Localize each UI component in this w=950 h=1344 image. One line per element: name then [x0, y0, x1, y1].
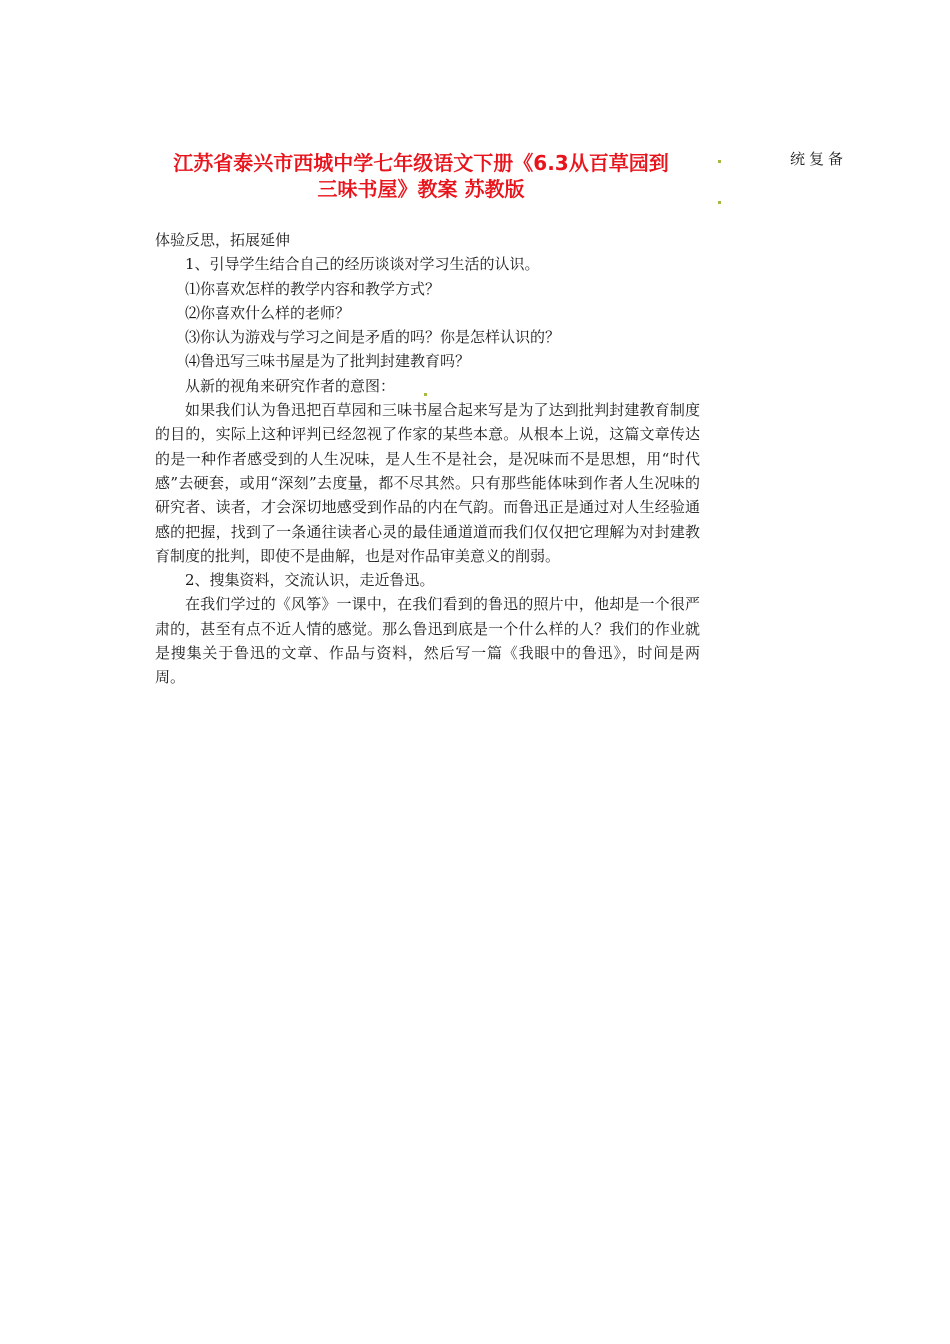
speck-mark — [718, 201, 721, 204]
paragraph-2: 在我们学过的《风筝》一课中，在我们看到的鲁迅的照片中，他却是一个很严肃的，甚至有点不近人情的感觉。那么鲁迅到底是一个什么样的人？我们的作业就是搜集关于鲁迅的文章、作品与资料，然后写一篇《我眼中的鲁迅》，时间是两周。 — [155, 595, 700, 687]
paragraph-1: 如果我们认为鲁迅把百草园和三味书屋合起来写是为了达到批判封建教育制度的目的，实际上这种评判已经忽视了作家的某些本意。从根本上说，这篇文章传达的是一种作者感受到的人生况味，是人生不是社会，是况味而不是思想，用“时代感”去硬套，或用“深刻”去度量，都不尽其然。只有那些能体味到作者人生况味的研究者、读者，才会深切地感受到作品的内在气韵。而鲁迅正是通过对人生经验通感的把握，找到了一条通往读者心灵的最佳通道道而我们仅仅把它理解为对封建教育制度的批判，即使不是曲解，也是对作品审美意义的削弱。 — [155, 401, 700, 565]
question-3: ⑶你认为游戏与学习之间是矛盾的吗？你是怎样认识的？ — [185, 328, 561, 347]
side-note: 统复备 — [790, 150, 848, 168]
speck-mark — [718, 160, 721, 163]
document-body — [155, 228, 700, 690]
list-item-1: 1、引导学生结合自己的经历谈谈对学习生活的认识。 — [185, 255, 540, 274]
question-1: ⑴你喜欢怎样的教学内容和教学方式？ — [185, 279, 441, 298]
list-item-2: 2、搜集资料，交流认识，走近鲁迅。 — [185, 571, 435, 590]
document-title — [140, 150, 702, 202]
title-line-1: 江苏省泰兴市西城中学七年级语文下册《6.3从百草园到 — [173, 151, 669, 175]
question-4: ⑷鲁迅写三味书屋是为了批判封建教育吗？ — [185, 352, 471, 371]
title-line-2: 三味书屋》教案 苏教版 — [317, 177, 525, 201]
question-2: ⑵你喜欢什么样的老师？ — [185, 303, 351, 322]
section-heading: 体验反思，拓展延伸 — [155, 231, 291, 249]
perspective-intro: 从新的视角来研究作者的意图： — [185, 376, 396, 395]
